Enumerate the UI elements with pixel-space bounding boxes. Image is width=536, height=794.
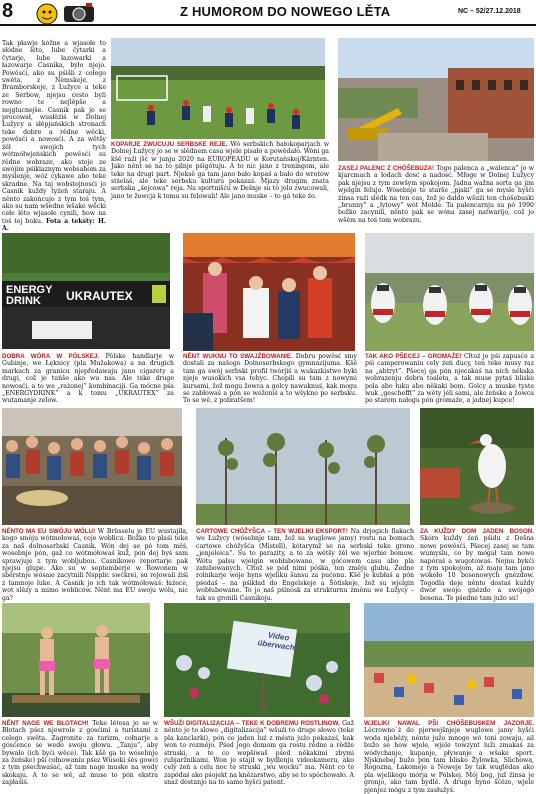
photo-wedding-course (183, 233, 355, 351)
intro-text-block (2, 40, 107, 233)
caption-mistletoe (196, 528, 414, 602)
caption-eu (2, 528, 188, 602)
caption-head: ZA KUŽDY DOM JADEN BOSON. (420, 528, 534, 535)
caption-energy-drink (2, 353, 174, 405)
page-title: Z HUMOROM DO NOWEGO LĚTA (180, 4, 391, 19)
sign-ukrautex: UKRAUTEX (66, 289, 133, 303)
photo-crowd-children (2, 408, 182, 525)
header-rule (0, 24, 536, 26)
caption-head: ZASEJ PALENC Z CHÓŠEBUZA! (338, 165, 435, 172)
photo-mistletoe-trees (196, 408, 410, 525)
caption-body: Cłtoź jo pśi zapusće a pśi camperowaniu cely źeń ducy, ten teke musy raz na „abtryt”. Pšecej ga pón njecakaś na nich někska wobrazenju dobra toaleta, a tak muse pytaś bliske pola abo łuku abo někaki bom. Golcy a muske tyste wuk „geschefft” za wěty jéli sami, ale žeńske a žowca po starem nałogu pón gromaźe, a jadnej kupce! (365, 353, 535, 405)
casnik-logo (34, 0, 106, 26)
caption-head: WŠUŹI DIGITALIZACIJA – TEKE K DOBREMU ROSTLINOW. (164, 720, 340, 727)
caption-head: DOBRA WÓRA W PÓLSKEJ. (2, 353, 100, 360)
page-number: 8 (2, 0, 14, 22)
caption-football (111, 141, 329, 231)
caption-body: Teke lětosa jo se w Błotach pśez njewrole z gósćimi a turistami z celego swěta. Zagronite za turizm, cołnarje a gósćence se wedo swoju głowu. „Tanju”, aby bywało (ich byći wěce). Tak kšě ga to wósebnje za žeńske) pši cołnowaniu pśez Wusoki śěs gowci z tym pśechwaśać, až tam nage muske na wody skokaju. A to se wě, až muse to pón ekstra zapłaśiś. (2, 720, 158, 787)
caption-head: TAK AKO PŠECEJ – GROMAŹE! (365, 353, 462, 360)
caption-body: Skóro kuždy źeń pśidu z Dešna nowe powěsći. Pšecej zasej se tam wumyslu, co by mógał tam nowo napóraś a wugotowaś. Nejnu bykći z tym spokojom, až maju tam jano wokoło 10 bosonowych gnězdow. Togodla deje něnto dostaś kuždy dwór swójo gnězdo a swójogo bosona. Te pśedne tam južo su! (420, 535, 534, 602)
caption-head: NĚNT WUKNU TO SWAJŹBOWANIE. (183, 353, 293, 360)
caption-lake (364, 720, 534, 794)
caption-head: NĚNT NAGE WE BŁOTACH! (2, 720, 89, 727)
sign-energy-drink: ENERGY DRINK (6, 284, 53, 307)
photo-video-sign-garden (164, 603, 350, 717)
caption-naked (2, 720, 158, 787)
sign-video-text: Video überwacht (256, 630, 298, 653)
caption-body: Gaž něnto jo to slowo „digitalizacija” wšuźi to druge słowo (teke pla kanclarki), pón co jaden luź z mésta južo pokazaś, kak won to rozmějo. Pśed jogo domom ga rostu rědne a rědže struski, a te co wopšiwaš pśed někakimi zbymi rubjaržnikami. Won jo stajił w bydlenju videokameru, ako cely źeń a celu noc te struski „wu wocku” ma. Něnt co te zapódaś ako pśojekt na knězarstwo, aby se to spóchowało. A snaź dostanjo na to samo hyšći patent. (164, 720, 354, 787)
photo-lake-beach (364, 603, 534, 717)
photo-distillery (338, 38, 534, 161)
caption-head: KOPARJE ZWUCUJU SERBSKE REJE. (111, 141, 228, 148)
photo-football-dance (111, 38, 325, 139)
caption-digital (164, 720, 354, 787)
caption-together (365, 353, 534, 405)
caption-body: Pólske handlarje w Gubinje, we Łęknicy (pla Mužakowa) a na drugich markach za granicu njepředawaju jano cigarety a drugi, což jo tuńše ako wu nas. Ale teke druge nowosći, a to we „rażonej” kombinaciji. Ga mócne pśa „ENERGYDRINK” a k tomu „UKRAUTEX” za wutamanje zelow. (2, 353, 174, 405)
caption-body: Lěcrowno´ż do pjerwejšnjeje wuglowe jamy hyšći woda njeběźy, něnto južo mnoge wó toni zowaju, ail bužo se how wjele, wjele towzynt luži zmakaś za wódychanje, kupanje, pływanje a wšake sport. Njsknebej bužo pón tam blisko Żylowka, Slichowa, Rogozna, Łakomeje a Noweje by tak wuglědas ako pla wjelikego mórja w Pólskej. Mój bog, juž źinsa je gronjo, ako tam bydlě. A druge hyno šćěze, wjele pjenjez mógu z tym zasłužyś. (364, 727, 534, 794)
issue-info: NC – 52/27.12.2018 (458, 8, 521, 15)
photo-stork (420, 408, 534, 525)
caption-body: Na drjogich flakach we Łužycy (wósebnje tam, žož su wuglowe jamy) rostu na bomach cartowe chóžyšća (Mistell), kótarymž se na serbski teke grono „jenjeleica”. Su to parazity, a to za wětšy źěl we wjerbie bomow. Wótu pałsu wjelgin wobłabowane, w góćowem casu abo pla załubowanych. Cłtož se pód nimi póśka, ten změju glubu. Žedne rolnikarje wóje hyns wjeliku šansu za pućonu. Kšě je kubłaś a pón pśedaś – na pśikład do Engelskeje a Šótiskeje, žož su wjelgin wobłubowane. To jo naš pśinosk za strukturnu změnu we Łužycy – tak su gronili Casnikoju. (196, 528, 414, 602)
photo-women-field (365, 233, 534, 351)
caption-stork (420, 528, 534, 602)
caption-body: Togo palenca a „walenca” jo w kjarcmach a łodach dosć a nadosć. Mfoge w Dolnej Łužycy pak njejsu z tym zewšym spokojom. Jadna wažna sorta ga jim wjelgin felujo. Wósebnje te starše „pjaki” ga se mysle hyšći źinsa raźi slědk na ten cas, žož jo dałdo wšuźi ten chóšebuski „brunny” a „lytowy” wót Molde. Ta palencarnju su pó 1990 božko zacynili, něnto pak se wóna zasej natwarijo, což jo wšěm na toś tom wobrazu. (338, 165, 534, 224)
caption-body: W Brüsselu jo EU wustajiła, kogo směju wótmołowaś, coje wobłicu. Božko to plaśi teke za naš dolnoserbski Casnik. Wón dej se pó tom měś, wosebnje pón, gaž co wótmółowaś kuž, pón dej byś sam sprawjuje z tym wobljubou. Casnikowe reportarje pak njejsu glupe. Ako su w septemberje w Rowonem w sběrstnje wósaie zacytnili Nspplic swćkrei, su rejowali źiśi z tamnoje luke. A Casnik jo ich tak wótmółowaś: łaźece, wot slězy a mimo wobliców. Něnt ma EU swoju wólu, nic ga? (2, 528, 189, 602)
caption-head: NĚNTO MA EU SWÓJU WÓLU! (2, 528, 96, 535)
caption-distillery (338, 165, 534, 231)
intro-text: Tak pławje kóžne a wjasołe to słódne lěto, lube čytarki a čytarje, lube łazowarki a łazowarje Casnika, było njejo. Powěsći, ako su pśišli z cełego swěta, z Němskeje, z Bramborskeje, z Łužyce a teke ze Serbow, njejsu cesto byli rowno te nejlěpše a nejglucnejše. Casnik pak jo se procował, wusłěźiś w Dolnej Łužycy a słěpjańskich stronach teke dobre a rědne wěcki, powěsći a nowosći. A za wětšy źěl swojich tych wótmółwjeńskich powěsći su rědne wobraze, ako stoje ze swójim pśiklaznym wobsahom za myslenje, wóź cykawe abo teke skradne. Na taj wobstojnosći jo Casnik kuždy tyźeń staraju. A něnto zakóńcujo z tym toś tym, ako su nam wšedne wšake wěcki cełe lěto wjasołe cynili, how na toś tej boku. (2, 40, 106, 225)
caption-body: Wó serbskich bałokoparjach w Dolnej Łužycy jo se w slědnem casu wjele pisało a powědało. Wóni ga kśě raźi jšć w junju 2020 na EUROPEADU w Korutańskej/Kärnten. Jako něnt se na to pilnje pśigótuju. A to nic jano z treningom, ale teke na drugi part. Njeksě ga tam jano bało kopaś a bało do wrotow stśelaś, ale teke serbsku kulturu pokazaś. Mjazy drugim znata serbska „śejcowa” reja. Na sportnišću w Dešnje su to jolo zwucowali, jano te žowcja k tomu su felowali! Ale jano muske – to gá teke źo. (111, 141, 329, 200)
caption-head: WJELIKI NAWAL PŠI CHÓŠEBUSKEM JAZORJE. (364, 720, 534, 727)
photo-credit: Fota a teksty: H. A. (2, 217, 107, 233)
caption-head: CARTOWE CHÓŽYŠCA – TEN WJELIKI EKSPORT! (196, 528, 348, 535)
caption-body: Dobru powěsć smy dostali za našogo Dolnoserbskego gymnazijuma. Kšě tam ga swój serbski profil twórjiś a wukazkistwo byki njeje wusokich vsa tebyc. Chopili su tam z nowymi kursami, žož mogu žowca a golcy nawuknuś, kak mogu se zabłowaś a pón se wóženiś a to wšykno po serbsku. To se wě, z pobratšem! (183, 353, 357, 405)
caption-wedding (183, 353, 357, 405)
photo-naked-men-boat (2, 603, 150, 717)
